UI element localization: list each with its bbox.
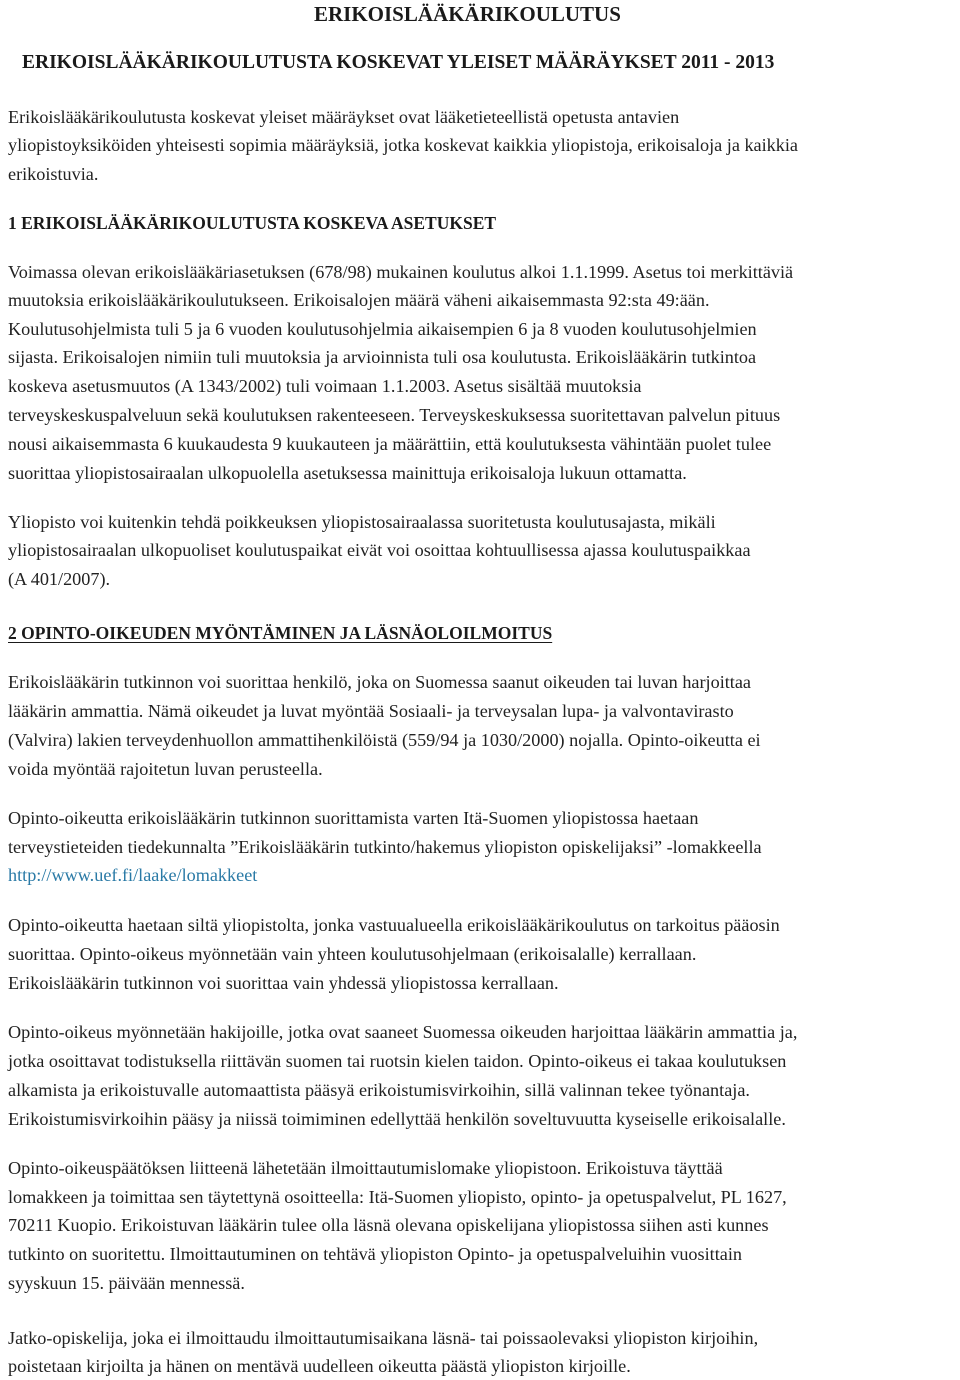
paragraph-line: lomakkeen ja toimittaa sen täytettynä osoitteella: Itä-Suomen yliopisto, opinto- ja opetuspalvelut, PL 1627, (8, 1187, 787, 1207)
paragraph-line: Jatko-opiskelija, joka ei ilmoittaudu ilmoittautumisaikana läsnä- tai poissaolevaksi yliopiston kirjoihin, (8, 1328, 759, 1348)
paragraph-line: muutoksia erikoislääkärikoulutukseen. Erikoisalojen määrä väheni aikaisemmasta 92:sta 49:ään. (8, 290, 710, 310)
paragraph-line: voida myöntää rajoitetun luvan perusteella. (8, 759, 323, 779)
paragraph-line: Yliopisto voi kuitenkin tehdä poikkeuksen yliopistosairaalassa suoritetusta koulutusajasta, mikäli (8, 512, 716, 532)
paragraph-line: sijasta. Erikoisalojen nimiin tuli muutoksia ja arvioinnista tuli osa koulutusta. Erikoislääkärin tutkintoa (8, 347, 757, 367)
paragraph-line (8, 863, 257, 887)
paragraph-line: Koulutusohjelmista tuli 5 ja 6 vuoden koulutusohjelmia aikaisempien 6 ja 8 vuoden koulutusohjelmien (8, 319, 757, 339)
lomakkeet-link[interactable]: http://www.uef.fi/laake/lomakkeet (8, 865, 258, 885)
paragraph-line: Erikoislääkärin tutkinnon voi suorittaa henkilö, joka on Suomessa saanut oikeuden tai luvan harjoittaa (8, 672, 751, 692)
paragraph-line: koskeva asetusmuutos (A 1343/2002) tuli voimaan 1.1.2003. Asetus sisältää muutoksia (8, 376, 642, 396)
intro-line: erikoistuvia. (8, 164, 99, 184)
intro-line: Erikoislääkärikoulutusta koskevat yleiset määräykset ovat lääketieteellistä opetusta antavien (8, 107, 680, 127)
paragraph-line: suorittaa yliopistosairaalan ulkopuolella asetuksessa mainittuja erikoisaloja lukuun ottamatta. (8, 463, 687, 483)
document-title: ERIKOISLÄÄKÄRIKOULUTUS (314, 2, 621, 26)
paragraph-line: jotka osoittavat todistuksella riittävän suomen tai ruotsin kielen taidon. Opinto-oikeus ei takaa koulutuksen (8, 1051, 787, 1071)
paragraph-line: terveyskeskuspalveluun sekä koulutuksen rakenteeseen. Terveyskeskuksessa suoritettavan palvelun pituus (8, 405, 781, 425)
paragraph-line: 70211 Kuopio. Erikoistuvan lääkärin tulee olla läsnä olevana opiskelijana yliopistossa siihen asti kunnes (8, 1215, 769, 1235)
paragraph-line: Opinto-oikeus myönnetään hakijoille, jotka ovat saaneet Suomessa oikeuden harjoittaa lääkärin ammattia ja, (8, 1022, 798, 1042)
section-2-heading: 2 OPINTO-OIKEUDEN MYÖNTÄMINEN JA LÄSNÄOLOILMOITUS (8, 623, 553, 643)
paragraph-line: Erikoistumisvirkoihin pääsy ja niissä toimiminen edellyttää henkilön soveltuvuutta kyseiselle erikoisalalle. (8, 1109, 786, 1129)
paragraph-line: yliopistosairaalan ulkopuoliset koulutuspaikat eivät voi osoittaa kohtuullisessa ajassa koulutuspaikkaa (8, 540, 751, 560)
paragraph-line: tutkinto on suoritettu. Ilmoittautuminen on tehtävä yliopiston Opinto- ja opetuspalveluihin vuosittain (8, 1244, 742, 1264)
paragraph-line: Opinto-oikeutta haetaan siltä yliopistolta, jonka vastuualueella erikoislääkärikoulutus on tarkoitus pääosin (8, 915, 780, 935)
paragraph-line: lääkärin ammattia. Nämä oikeudet ja luvat myöntää Sosiaali- ja terveysalan lupa- ja valvontavirasto (8, 701, 734, 721)
document-subtitle: ERIKOISLÄÄKÄRIKOULUTUSTA KOSKEVAT YLEISET MÄÄRÄYKSET 2011 - 2013 (22, 52, 775, 73)
paragraph-line: (Valvira) lakien terveydenhuollon ammattihenkilöistä (559/94 ja 1030/2000) nojalla. Opinto-oikeutta ei (8, 730, 761, 750)
paragraph-line: poistetaan kirjoilta ja hänen on mentävä uudelleen oikeutta päästä yliopiston kirjoille. (8, 1356, 631, 1376)
paragraph-line: Erikoislääkärin tutkinnon voi suorittaa vain yhdessä yliopistossa kerrallaan. (8, 973, 559, 993)
paragraph-line: alkamista ja erikoistuvalle automaattista pääsyä erikoistumisvirkoihin, sillä valinnan tekee työnantaja. (8, 1080, 750, 1100)
paragraph-line: suorittaa. Opinto-oikeus myönnetään vain yhteen koulutusohjelmaan (erikoisalalle) kerrallaan. (8, 944, 697, 964)
section-1-heading: 1 ERIKOISLÄÄKÄRIKOULUTUSTA KOSKEVA ASETUKSET (8, 213, 497, 233)
paragraph-line: terveystieteiden tiedekunnalta ”Erikoislääkärin tutkinto/hakemus yliopiston opiskelijaksi” -lomakkeella (8, 837, 762, 857)
intro-line: yliopistoyksiköiden yhteisesti sopimia määräyksiä, jotka koskevat kaikkia yliopistoja, erikoisaloja ja kaikkia (8, 135, 798, 155)
paragraph-line: Opinto-oikeutta erikoislääkärin tutkinnon suorittamista varten Itä-Suomen yliopistossa haetaan (8, 808, 699, 828)
paragraph-line: (A 401/2007). (8, 569, 111, 589)
paragraph-line: Voimassa olevan erikoislääkäriasetuksen (678/98) mukainen koulutus alkoi 1.1.1999. Asetus toi merkittäviä (8, 262, 794, 282)
paragraph-line: Opinto-oikeuspäätöksen liitteenä lähetetään ilmoittautumislomake yliopistoon. Erikoistuva täyttää (8, 1158, 723, 1178)
paragraph-line: nousi aikaisemmasta 6 kuukaudesta 9 kuukauteen ja määrättiin, että koulutuksesta vähintään puolet tulee (8, 434, 772, 454)
paragraph-line: syyskuun 15. päivään mennessä. (8, 1273, 245, 1293)
